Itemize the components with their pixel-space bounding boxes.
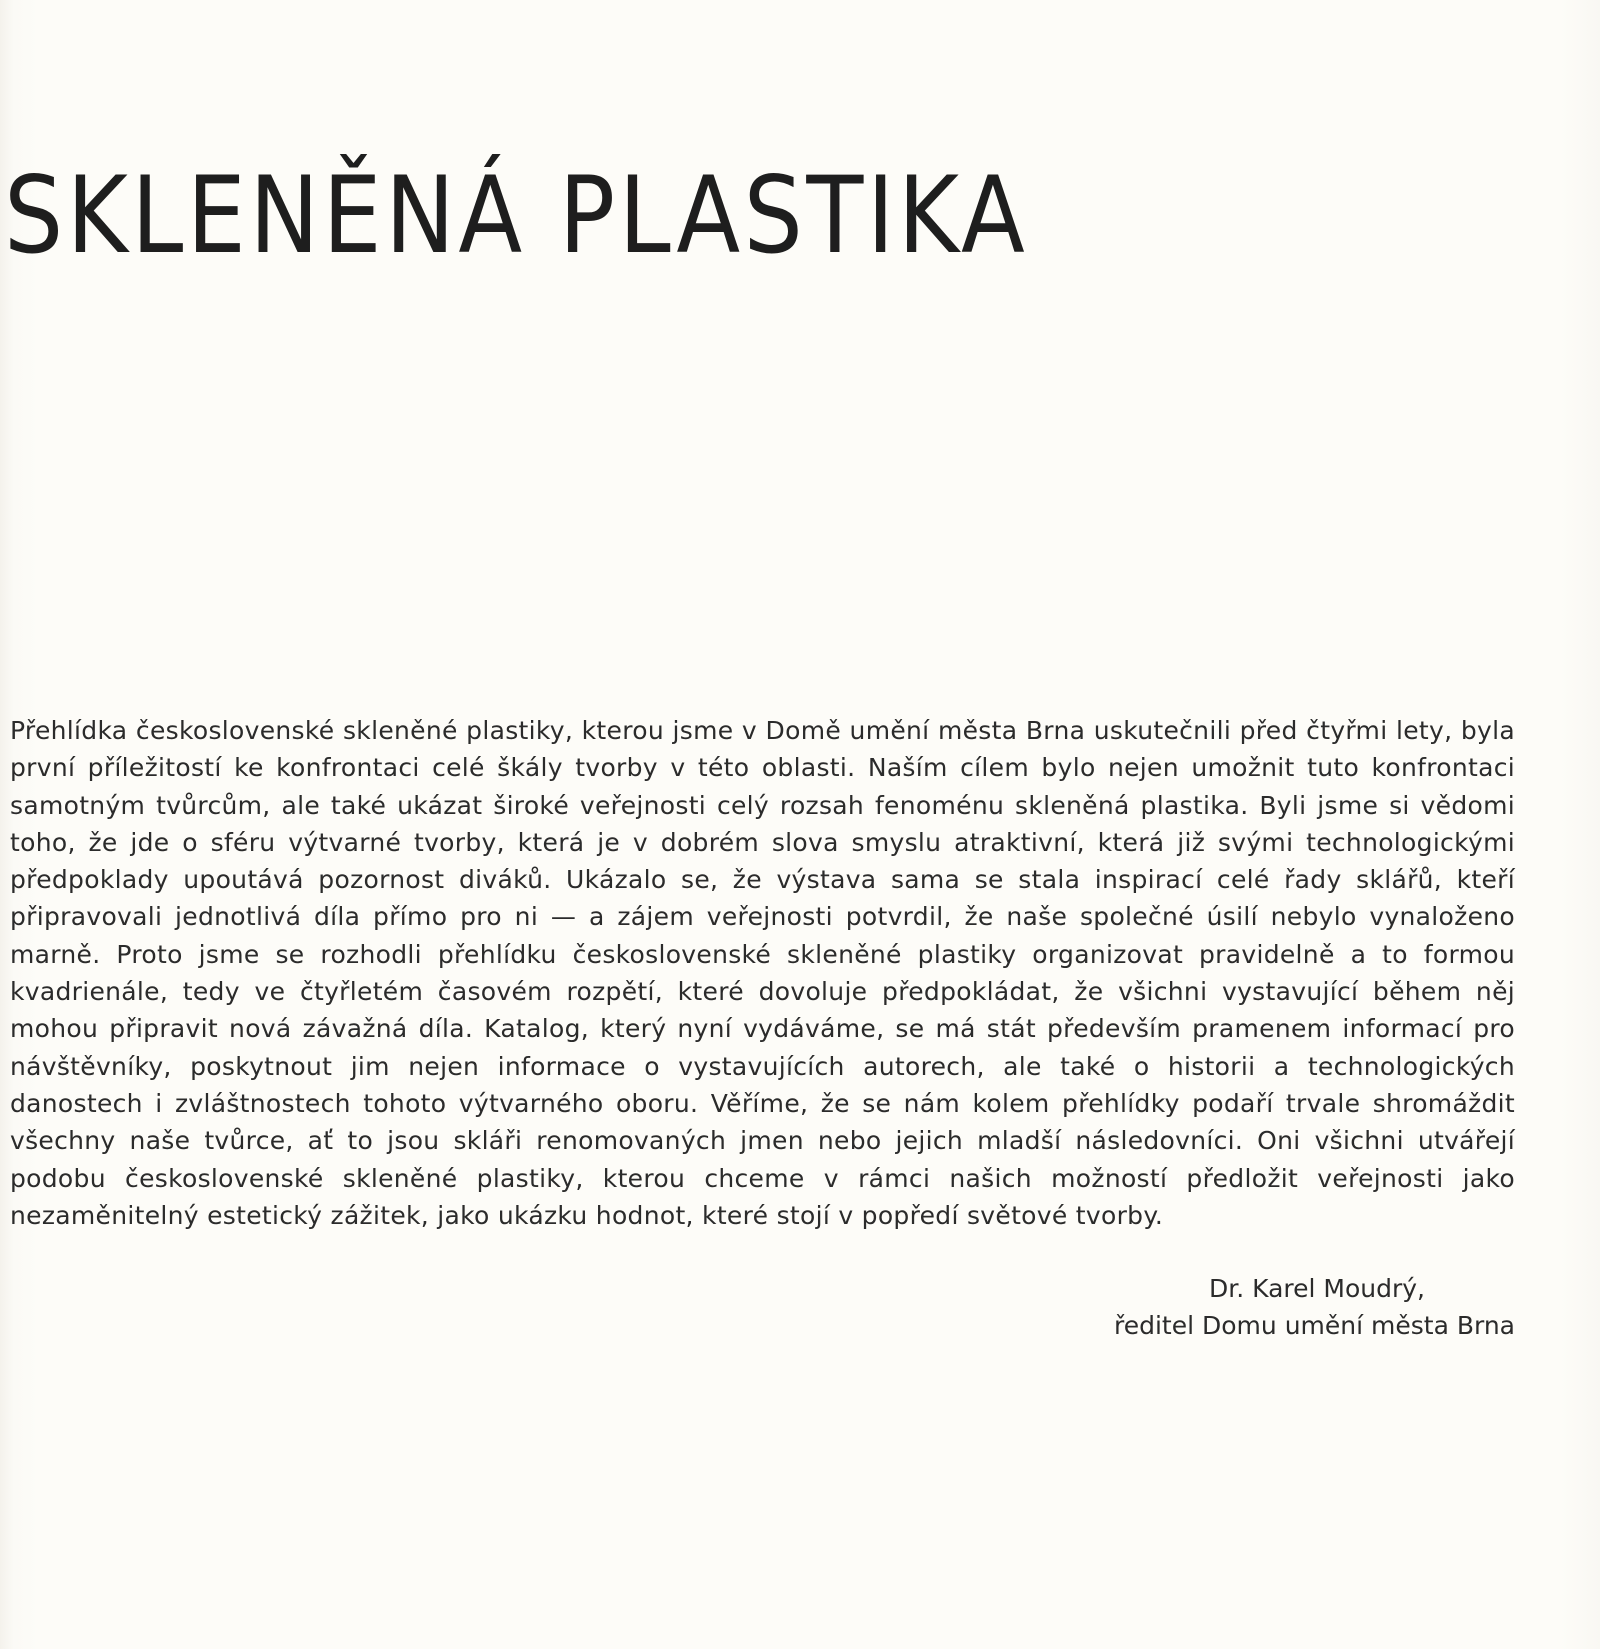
signature-role: ředitel Domu umění města Brna — [1114, 1311, 1515, 1340]
signature-block — [1114, 1270, 1515, 1344]
page-title: SKLENĚNÁ PLASTIKA — [4, 154, 1029, 277]
signature-name: Dr. Karel Moudrý, — [1208, 1274, 1425, 1303]
foreword-paragraph: Přehlídka československé skleněné plastiky, kterou jsme v Domě umění města Brna uskutečnili před čtyřmi lety, byla první příležitostí ke konfrontaci celé škály tvorby v této oblasti. Naším cílem bylo nejen umožnit tuto konfrontaci samotným tvůrcům, ale také ukázat široké veřejnosti celý rozsah fenoménu skleněná plastika. Byli jsme si vědomi toho, že jde o sféru výtvarné tvorby, která je v dobrém slova smyslu atraktivní, která již svými technologickými předpoklady upoutává pozornost diváků. Ukázalo se, že výstava sama se stala inspirací celé řady sklářů, kteří připravovali jednotlivá díla přímo pro ni — a zájem veřejnosti potvrdil, že naše společné úsilí nebylo vynaloženo marně. Proto jsme se rozhodli přehlídku československé skleněné plastiky organizovat pravidelně a to formou kvadrienále, tedy ve čtyřletém časovém rozpětí, které dovoluje předpokládat, že všichni vystavující během něj mohou připravit nová závažná díla. Katalog, který nyní vydáváme, se má stát především pramenem informací pro návštěvníky, poskytnout jim nejen informace o vystavujících autorech, ale také o historii a technologických danostech i zvláštnostech tohoto výtvarného oboru. Věříme, že se nám kolem přehlídky podaří trvale shromáždit všechny naše tvůrce, ať to jsou skláři renomovaných jmen nebo jejich mladší následovníci. Oni všichni utvářejí podobu československé skleněné plastiky, kterou chceme v rámci našich možností předložit veřejnosti jako nezaměnitelný estetický zážitek, jako ukázku hodnot, které stojí v popředí světové tvorby. — [10, 716, 1515, 1230]
